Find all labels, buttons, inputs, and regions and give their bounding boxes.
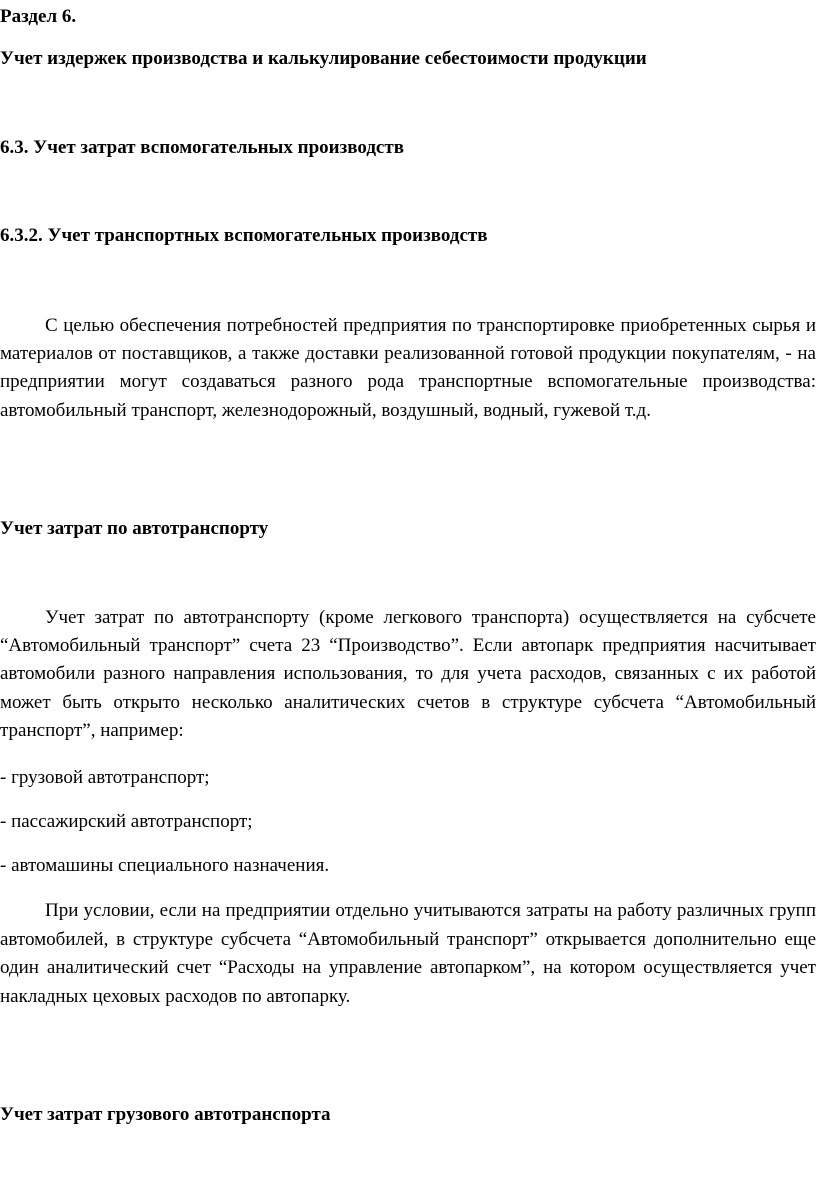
heading-auto-transport: Учет затрат по автотранспорту: [0, 518, 269, 539]
intro-paragraph: С целью обеспечения потребностей предприятия по транспортировке приобретенных сырья и материалов от поставщиков, а также доставки реализованной готовой продукции покупателям, - на предприятии могут создаваться разного рода транспортные вспомогательные производства: автомобильный транспорт, железнодорожный, воздушный, водный, гужевой т.д.: [0, 315, 816, 421]
list-item-passenger: - пассажирский автотранспорт;: [0, 811, 253, 832]
auto-transport-paragraph: Учет затрат по автотранспорту (кроме легкового транспорта) осуществляется на субсчете “Автомобильный транспорт” счета 23 “Производство”. Если автопарк предприятия насчитывает автомобили разного направления использования, то для учета расходов, связанных с их работой может быть открыто несколько аналитических счетов в структуре субсчета “Автомобильный транспорт”, например:: [0, 607, 816, 741]
subsection-title: 6.3. Учет затрат вспомогательных производств: [0, 137, 404, 158]
condition-paragraph: При условии, если на предприятии отдельно учитываются затраты на работу различных групп автомобилей, в структуре субсчета “Автомобильный транспорт” открывается дополнительно еще один аналитический счет “Расходы на управление автопарком”, на котором осуществляется учет накладных цеховых расходов по автопарку.: [0, 900, 816, 1007]
section-title: Учет издержек производства и калькулирование себестоимости продукции: [0, 48, 647, 69]
subsubsection-title: 6.3.2. Учет транспортных вспомогательных производств: [0, 225, 488, 246]
list-item-cargo: - грузовой автотранспорт;: [0, 767, 210, 788]
heading-cargo-transport: Учет затрат грузового автотранспорта: [0, 1104, 331, 1125]
section-label: Раздел 6.: [0, 6, 77, 27]
list-item-special: - автомашины специального назначения.: [0, 855, 330, 876]
